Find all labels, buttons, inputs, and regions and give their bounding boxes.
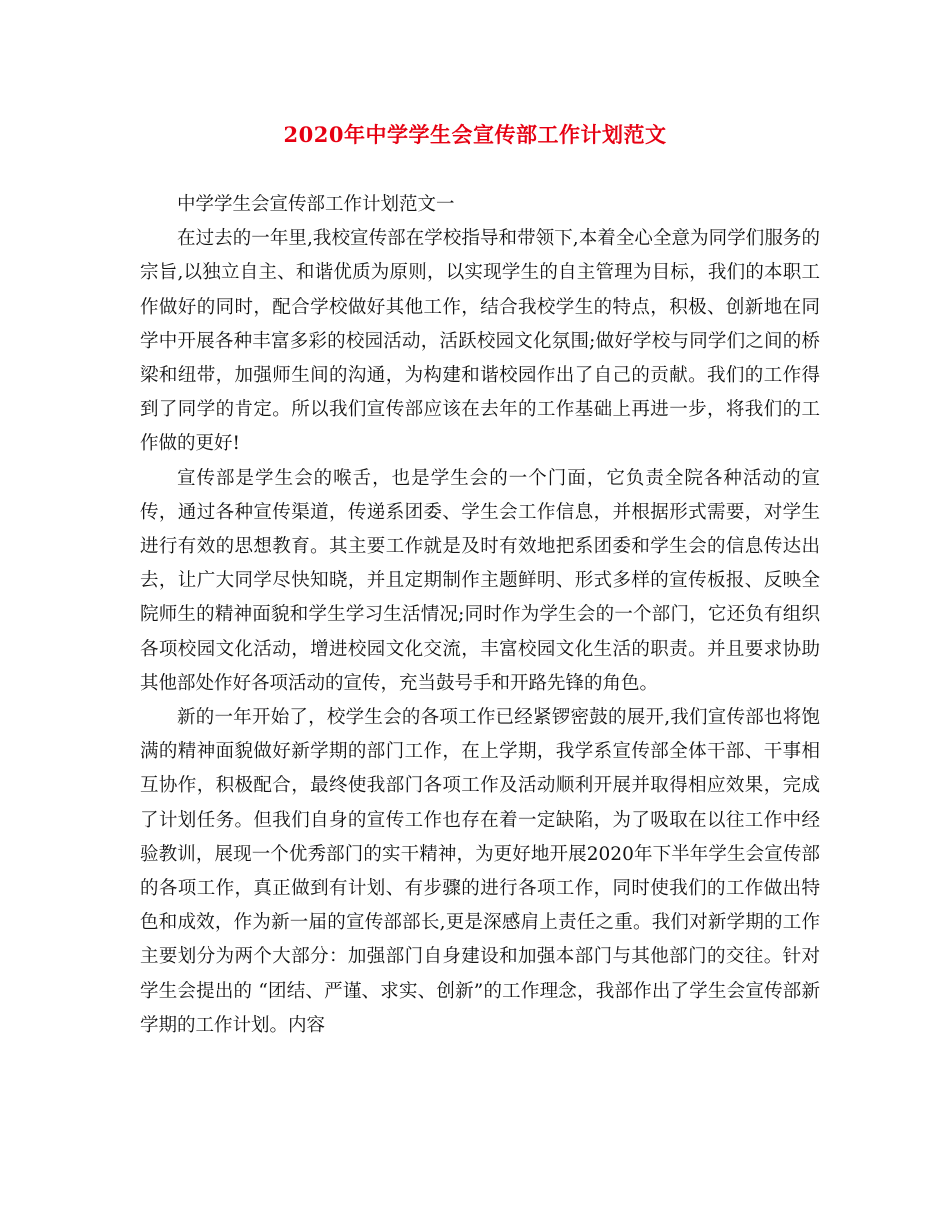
paragraph: 宣传部是学生会的喉舌，也是学生会的一个门面，它负责全院各种活动的宣传，通过各种宣传渠道，传递系团委、学生会工作信息，并根据形式需要，对学生进行有效的思想教育。其主要工作就是及时有效地把系团委和学生会的信息传达出去，让广大同学尽快知晓，并且定期制作主题鲜明、形式多样的宣传板报、反映全院师生的精神面貌和学生学习生活情况;同时作为学生会的一个部门，它还负有组织各项校园文化活动，增进校园文化交流，丰富校园文化生活的职责。并且要求协助其他部处作好各项活动的宣传，充当鼓号手和开路先锋的角色。 (140, 467, 820, 694)
paragraph: 新的一年开始了，校学生会的各项工作已经紧锣密鼓的展开,我们宣传部也将饱满的精神面貌做好新学期的部门工作，在上学期，我学系宣传部全体干部、干事相互协作，积极配合，最终使我部门各项工作及活动顺利开展并取得相应效果，完成了计划任务。但我们自身的宣传工作也存在着一定缺陷，为了吸取在以往工作中经验教训，展现一个优秀部门的实干精神，为更好地开展2020年下半年学生会宣传部的各项工作，真正做到有计划、有步骤的进行各项工作，同时使我们的工作做出特色和成效，作为新一届的宣传部部长,更是深感肩上责任之重。我们对新学期的工作主要划分为两个大部分：加强部门自身建设和加强本部门与其他部门的交往。针对学生会提出的 “团结、严谨、求实、创新”的工作理念，我部作出了学生会宣传部新学期的工作计划。内容 (140, 707, 820, 1036)
document-body (140, 188, 820, 1043)
section-heading: 中学学生会宣传部工作计划范文一 (177, 194, 455, 215)
paragraph: 在过去的一年里,我校宣传部在学校指导和带领下,本着全心全意为同学们服务的宗旨,以独立自主、和谐优质为原则，以实现学生的自主管理为目标，我们的本职工作做好的同时，配合学校做好其他工作，结合我校学生的特点，积极、创新地在同学中开展各种丰富多彩的校园活动，活跃校园文化氛围;做好学校与同学们之间的桥梁和纽带，加强师生间的沟通，为构建和谐校园作出了自己的贡献。我们的工作得到了同学的肯定。所以我们宣传部应该在去年的工作基础上再进一步，将我们的工作做的更好! (140, 228, 820, 455)
document-title: 2020年中学学生会宣传部工作计划范文 (283, 122, 667, 147)
